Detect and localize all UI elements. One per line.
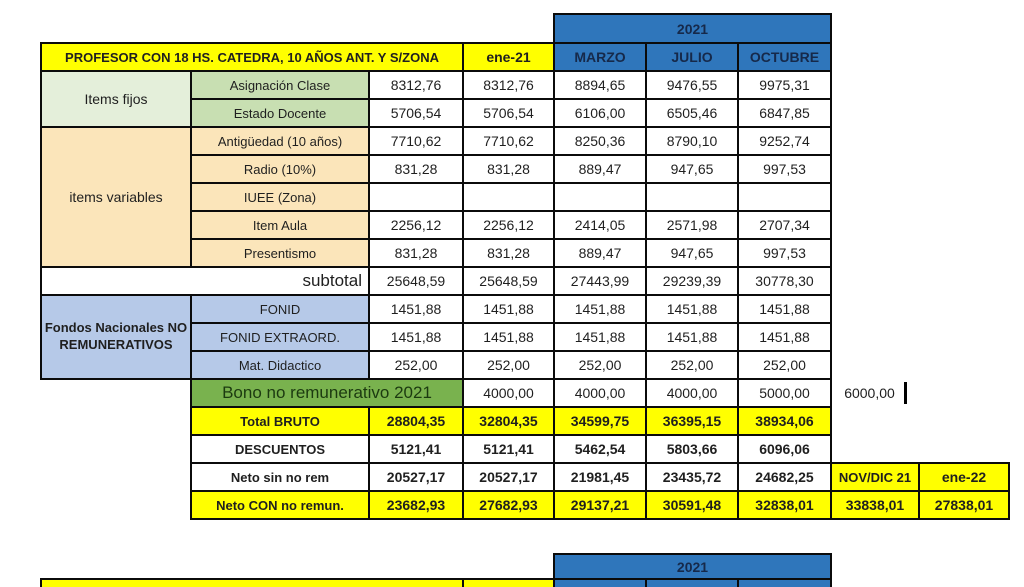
value-cell[interactable]: 33838,01: [831, 491, 919, 519]
value-cell[interactable]: 947,65: [646, 239, 738, 267]
table2-julio-cell-partial[interactable]: [645, 578, 739, 587]
value-cell[interactable]: 4000,00: [646, 379, 738, 407]
value-cell[interactable]: 32804,35: [463, 407, 554, 435]
value-cell[interactable]: 25648,59: [463, 267, 554, 295]
spacer: [41, 407, 191, 435]
spacer: [831, 239, 1009, 267]
col-header-novdic21[interactable]: NOV/DIC 21: [831, 463, 919, 491]
row-label-neto-sin[interactable]: Neto sin no rem: [191, 463, 369, 491]
value-cell[interactable]: 4000,00: [554, 379, 646, 407]
spacer: [831, 155, 1009, 183]
spacer: [831, 435, 1009, 463]
value-cell[interactable]: 20527,17: [369, 463, 463, 491]
value-cell[interactable]: 5803,66: [646, 435, 738, 463]
value-cell[interactable]: 32838,01: [738, 491, 831, 519]
spacer: [831, 407, 1009, 435]
spacer: [831, 351, 1009, 379]
value-cell[interactable]: [646, 183, 738, 211]
value-cell[interactable]: 252,00: [463, 351, 554, 379]
row-label-fonid[interactable]: FONID: [191, 295, 369, 323]
value-cell[interactable]: 9476,55: [646, 71, 738, 99]
value-cell[interactable]: 1451,88: [369, 295, 463, 323]
salary-table: [40, 13, 1010, 520]
table2-octubre-cell-partial[interactable]: [737, 578, 832, 587]
value-cell[interactable]: 21981,45: [554, 463, 646, 491]
value-cell[interactable]: 252,00: [738, 351, 831, 379]
spacer: [831, 71, 1009, 99]
value-cell[interactable]: 38934,06: [738, 407, 831, 435]
value-cell[interactable]: 7710,62: [463, 127, 554, 155]
value-cell[interactable]: 25648,59: [369, 267, 463, 295]
row-label-item-aula[interactable]: Item Aula: [191, 211, 369, 239]
col-header-ene22[interactable]: ene-22: [919, 463, 1009, 491]
table-title[interactable]: PROFESOR CON 18 HS. CATEDRA, 10 AÑOS ANT. Y S/ZONA: [41, 43, 463, 71]
value-cell[interactable]: 6096,06: [738, 435, 831, 463]
row-label-antiguedad[interactable]: Antigüedad (10 años): [191, 127, 369, 155]
value-cell[interactable]: 831,28: [369, 155, 463, 183]
value-cell[interactable]: 36395,15: [646, 407, 738, 435]
value-cell[interactable]: 8790,10: [646, 127, 738, 155]
col-header-octubre[interactable]: OCTUBRE: [738, 43, 831, 71]
value-cell[interactable]: 5121,41: [369, 435, 463, 463]
row-label-iuee[interactable]: IUEE (Zona): [191, 183, 369, 211]
value-cell[interactable]: 5706,54: [463, 99, 554, 127]
row-label-bono[interactable]: Bono no remunerativo 2021: [191, 379, 463, 407]
value-cell[interactable]: 1451,88: [738, 295, 831, 323]
row-label-neto-con[interactable]: Neto CON no remun.: [191, 491, 369, 519]
value-cell[interactable]: 8312,76: [463, 71, 554, 99]
value-cell[interactable]: 4000,00: [463, 379, 554, 407]
value-cell[interactable]: 1451,88: [463, 295, 554, 323]
col-header-ene21[interactable]: ene-21: [463, 43, 554, 71]
value-cell[interactable]: 831,28: [463, 155, 554, 183]
value-cell[interactable]: 2571,98: [646, 211, 738, 239]
value-cell[interactable]: 997,53: [738, 155, 831, 183]
value-cell[interactable]: 24682,25: [738, 463, 831, 491]
value-cell[interactable]: 5000,00: [738, 379, 831, 407]
col-header-julio[interactable]: JULIO: [646, 43, 738, 71]
spacer: [831, 323, 1009, 351]
value-cell[interactable]: 252,00: [369, 351, 463, 379]
value-cell[interactable]: 2256,12: [369, 211, 463, 239]
row-label-descuentos[interactable]: DESCUENTOS: [191, 435, 369, 463]
bono-extra-value: 6000,00: [844, 385, 895, 401]
group-label-fondos-nacionales[interactable]: Fondos Nacionales NO REMUNERATIVOS: [41, 295, 191, 379]
table2-marzo-cell-partial[interactable]: [553, 578, 647, 587]
value-cell[interactable]: 831,28: [369, 239, 463, 267]
value-cell[interactable]: 1451,88: [646, 323, 738, 351]
value-cell[interactable]: 997,53: [738, 239, 831, 267]
value-cell[interactable]: 2707,34: [738, 211, 831, 239]
value-cell[interactable]: 23682,93: [369, 491, 463, 519]
spacer: [41, 14, 554, 43]
col-header-marzo[interactable]: MARZO: [554, 43, 646, 71]
value-cell[interactable]: 9975,31: [738, 71, 831, 99]
value-cell[interactable]: [738, 183, 831, 211]
value-cell[interactable]: 27838,01: [919, 491, 1009, 519]
value-cell[interactable]: 6505,46: [646, 99, 738, 127]
value-cell[interactable]: 7710,62: [369, 127, 463, 155]
text-cursor: [904, 382, 907, 404]
value-cell[interactable]: 27443,99: [554, 267, 646, 295]
spacer: [831, 267, 1009, 295]
value-cell[interactable]: 5121,41: [463, 435, 554, 463]
year-header-table2[interactable]: 2021: [553, 553, 832, 580]
spacer: [41, 491, 191, 519]
value-cell[interactable]: 5706,54: [369, 99, 463, 127]
value-cell[interactable]: 1451,88: [738, 323, 831, 351]
year-header[interactable]: 2021: [554, 14, 831, 43]
value-cell[interactable]: 9252,74: [738, 127, 831, 155]
spacer: [919, 379, 1009, 407]
spacer: [831, 43, 1009, 71]
value-cell[interactable]: 1451,88: [554, 323, 646, 351]
spacer: [831, 183, 1009, 211]
row-label-total-bruto[interactable]: Total BRUTO: [191, 407, 369, 435]
value-cell[interactable]: 8312,76: [369, 71, 463, 99]
value-cell[interactable]: 6847,85: [738, 99, 831, 127]
row-label-asignacion-clase[interactable]: Asignación Clase: [191, 71, 369, 99]
value-cell[interactable]: 8250,36: [554, 127, 646, 155]
spacer: [831, 127, 1009, 155]
row-label-radio[interactable]: Radio (10%): [191, 155, 369, 183]
value-cell[interactable]: [463, 183, 554, 211]
value-cell[interactable]: 2414,05: [554, 211, 646, 239]
value-cell[interactable]: 5462,54: [554, 435, 646, 463]
bono-extra-cell[interactable]: [831, 379, 919, 407]
value-cell[interactable]: 23435,72: [646, 463, 738, 491]
value-cell[interactable]: 8894,65: [554, 71, 646, 99]
spacer: [41, 463, 191, 491]
row-label-subtotal[interactable]: subtotal: [41, 267, 369, 295]
group-label-items-variables[interactable]: items variables: [41, 127, 191, 267]
value-cell[interactable]: 28804,35: [369, 407, 463, 435]
table2-ene21-cell-partial[interactable]: [462, 578, 555, 587]
value-cell[interactable]: 831,28: [463, 239, 554, 267]
value-cell[interactable]: 1451,88: [646, 295, 738, 323]
table2-title-cell-partial[interactable]: [40, 578, 464, 587]
value-cell[interactable]: 29239,39: [646, 267, 738, 295]
value-cell[interactable]: 1451,88: [554, 295, 646, 323]
spacer: [41, 379, 191, 407]
value-cell[interactable]: 30778,30: [738, 267, 831, 295]
row-label-mat-didactico[interactable]: Mat. Didactico: [191, 351, 369, 379]
value-cell[interactable]: 252,00: [554, 351, 646, 379]
group-label-items-fijos[interactable]: Items fijos: [41, 71, 191, 127]
value-cell[interactable]: 20527,17: [463, 463, 554, 491]
spacer: [41, 435, 191, 463]
value-cell[interactable]: 252,00: [646, 351, 738, 379]
value-cell[interactable]: 6106,00: [554, 99, 646, 127]
value-cell[interactable]: 889,47: [554, 155, 646, 183]
row-label-estado-docente[interactable]: Estado Docente: [191, 99, 369, 127]
value-cell[interactable]: 2256,12: [463, 211, 554, 239]
value-cell[interactable]: 30591,48: [646, 491, 738, 519]
value-cell[interactable]: [369, 183, 463, 211]
value-cell[interactable]: 29137,21: [554, 491, 646, 519]
spacer: [831, 99, 1009, 127]
value-cell[interactable]: 27682,93: [463, 491, 554, 519]
value-cell[interactable]: 1451,88: [369, 323, 463, 351]
row-label-fonid-extraord[interactable]: FONID EXTRAORD.: [191, 323, 369, 351]
value-cell[interactable]: 947,65: [646, 155, 738, 183]
spacer: [831, 295, 1009, 323]
value-cell[interactable]: 1451,88: [463, 323, 554, 351]
value-cell[interactable]: 34599,75: [554, 407, 646, 435]
value-cell[interactable]: 889,47: [554, 239, 646, 267]
value-cell[interactable]: [554, 183, 646, 211]
spacer: [831, 211, 1009, 239]
spacer: [831, 14, 1009, 43]
row-label-presentismo[interactable]: Presentismo: [191, 239, 369, 267]
